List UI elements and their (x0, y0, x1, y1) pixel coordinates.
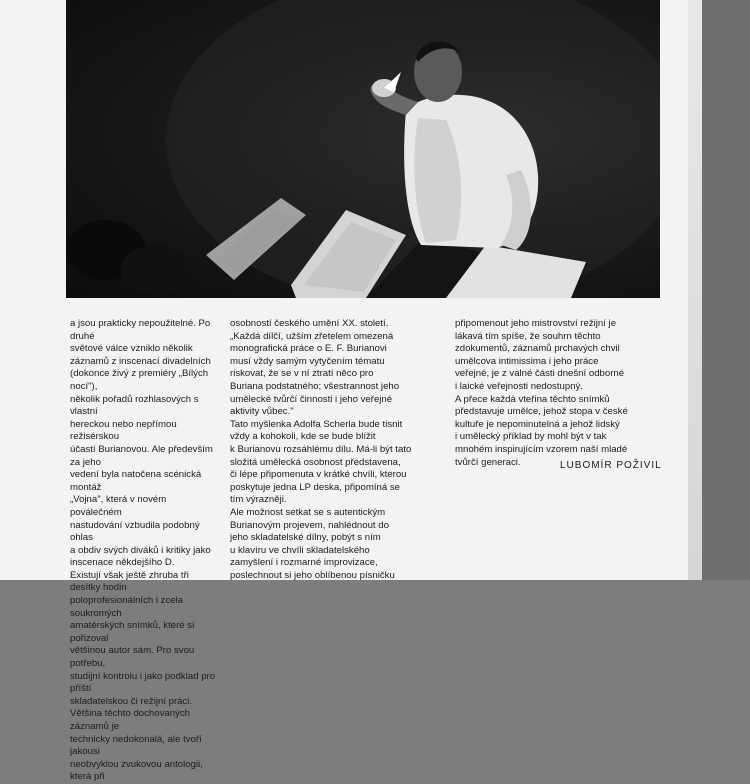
page-fold (688, 0, 702, 580)
conductor-photo-icon (66, 0, 660, 298)
text-column-1 (70, 318, 220, 784)
author-signature: LUBOMÍR POŽIVIL (560, 460, 662, 471)
column-1-text: a jsou prakticky nepoužitelné. Po druhé světové válce vzniklo několik záznamů z inscenací divadelních (dokonce živý z premiéry „Bílých nocí"), několik pořadů rozhlasových s vlastní hereckou nebo nepřímou režisérskou účastí Burianovou. Ale především za jeho vedení byla natočena scénická montáž „Vojna", která v novém poválečném nastudování vzbudila podobný ohlas a obdiv svých diváků i kritiky jako inscenace někdejšího D. Existují však ještě zhruba tři desítky hodin poloprofesionálních i zcela soukromých amatérských snímků, které si pořizoval většinou autor sám. Pro svou potřebu, studijní kontrolu i jako podklad pro příští skladatelskou či režijní práci. Většina těchto dochovaných záznamů je technicky nedokonalá, ale tvoří jakousi neobvyklou zvukovou antologii, která při (70, 318, 216, 783)
text-column-3 (455, 318, 670, 469)
scan-edge (702, 0, 750, 580)
column-3-text: připomenout jeho mistrovství režijní je lákavá tím spíše, že souhrn těchto zdokumentů, záznamů prchavých chvil umělcova intimissima i jeho práce veřejné, je z valné části dnešní odborné i laické veřejnosti nedostupný. A přece každá vteřina těchto snímků představuje umělce, jehož stopa v české kultuře je nepominutelná a jehož lidský i umělecký příklad by mohl být v tak mnohém inspirujícím vzorem naší mladé tvůrčí generaci. (455, 318, 628, 468)
text-column-2 (230, 318, 440, 582)
conductor-photo (66, 0, 660, 298)
column-2-text: osobností českého umění XX. století. „Každá dílčí, užším zřetelem omezená monografická práce o E. F. Burianovi musí vždy samým vytyčením tématu riskovat, že se v ní ztratí něco pro Buriana podstatného; všestrannost jeho umělecké tvůrčí činnosti i jeho veřejné aktivity vůbec." Tato myšlenka Adolfa Scherla bude tisnit vždy a kohokoli, kde se bude blížit k Burianovu rozsáhlému dílu. Má-li být tato složitá umělecká osobnost představena, či lépe připomenuta v krátké chvíli, kterou poskytuje jedna LP deska, připomíná se tím výrazněji. Ale možnost setkat se s autentickým Burianovým projevem, nahlédnout do jeho skladatelské dílny, pobýt s ním u klavíru ve chvíli skladatelského zamyšlení i rozmarné improvizace, poslechnout si jeho oblíbenou písničku (230, 318, 412, 581)
